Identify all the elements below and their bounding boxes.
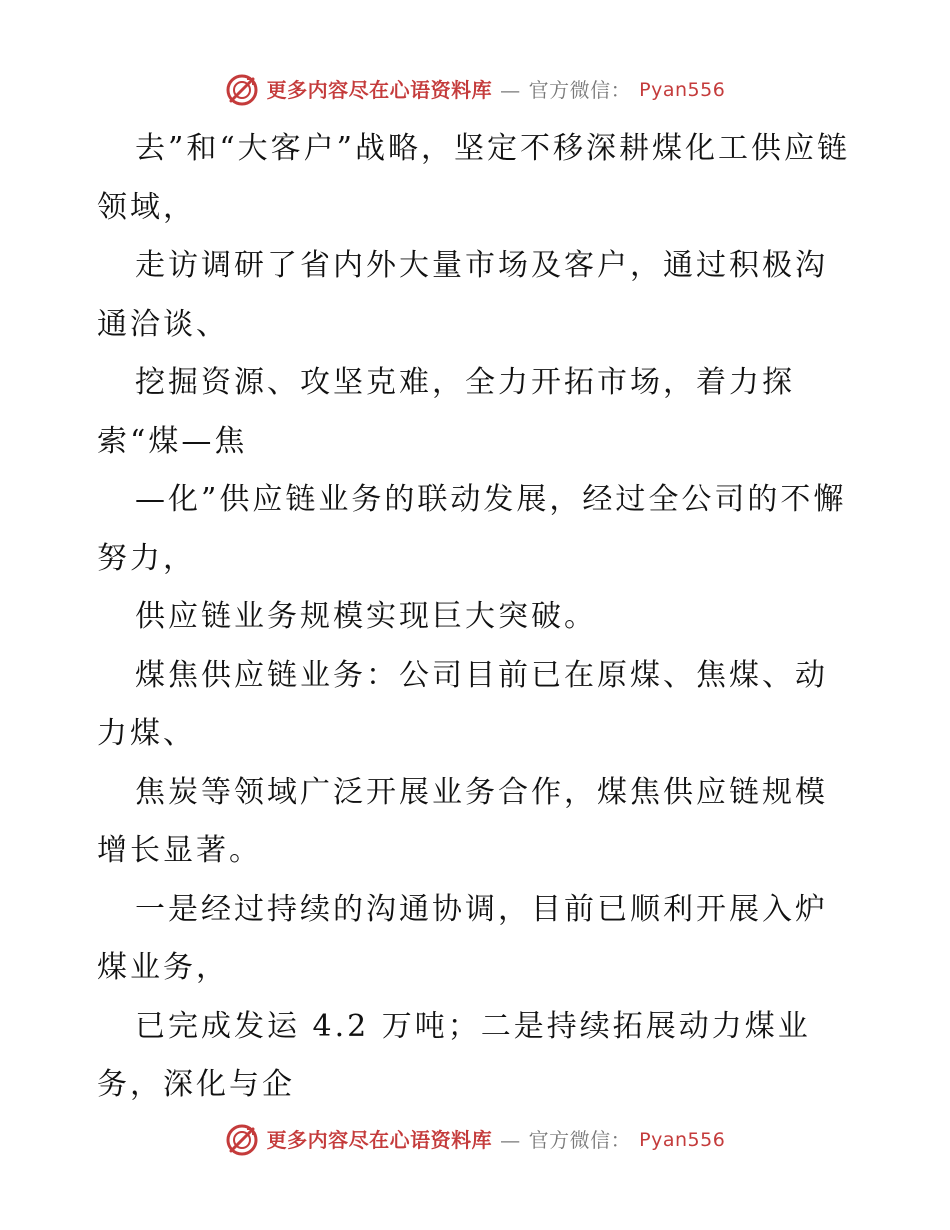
- seal-logo-icon: [225, 1123, 259, 1157]
- paragraph-4: —化”供应链业务的联动发展，经过全公司的不懈努力，: [97, 482, 847, 576]
- watermark-main-text: 更多内容尽在心语资料库: [266, 78, 493, 102]
- paragraph-9: 已完成发运 4.2 万吨；二是持续拓展动力煤业务，深化与企: [97, 1008, 811, 1102]
- watermark-wechat-id: Pyan556: [639, 1128, 726, 1151]
- seal-logo-icon: [225, 73, 259, 107]
- watermark-wechat-id: Pyan556: [639, 78, 726, 101]
- watermark-wechat-label: 官方微信：: [528, 78, 632, 102]
- watermark-separator: —: [500, 1128, 521, 1152]
- paragraph-1: 去”和“大客户”战略，坚定不移深耕煤化工供应链领域，: [97, 131, 851, 225]
- paragraph-3: 挖掘资源、攻坚克难，全力开拓市场，着力探索“煤—焦: [97, 365, 795, 459]
- document-body: [97, 120, 857, 1115]
- watermark-main-text: 更多内容尽在心语资料库: [266, 1128, 493, 1152]
- watermark-separator: —: [500, 78, 521, 102]
- paragraph-7: 焦炭等领域广泛开展业务合作，煤焦供应链规模增长显著。: [97, 774, 828, 868]
- watermark-wechat-label: 官方微信：: [528, 1128, 632, 1152]
- paragraph-8: 一是经过持续的沟通协调，目前已顺利开展入炉煤业务，: [97, 891, 828, 985]
- footer-watermark: [0, 1120, 950, 1160]
- paragraph-5: 供应链业务规模实现巨大突破。: [135, 599, 597, 634]
- paragraph-2: 走访调研了省内外大量市场及客户，通过积极沟通洽谈、: [97, 248, 828, 342]
- header-watermark: [0, 70, 950, 110]
- paragraph-6: 煤焦供应链业务：公司目前已在原煤、焦煤、动力煤、: [97, 657, 828, 751]
